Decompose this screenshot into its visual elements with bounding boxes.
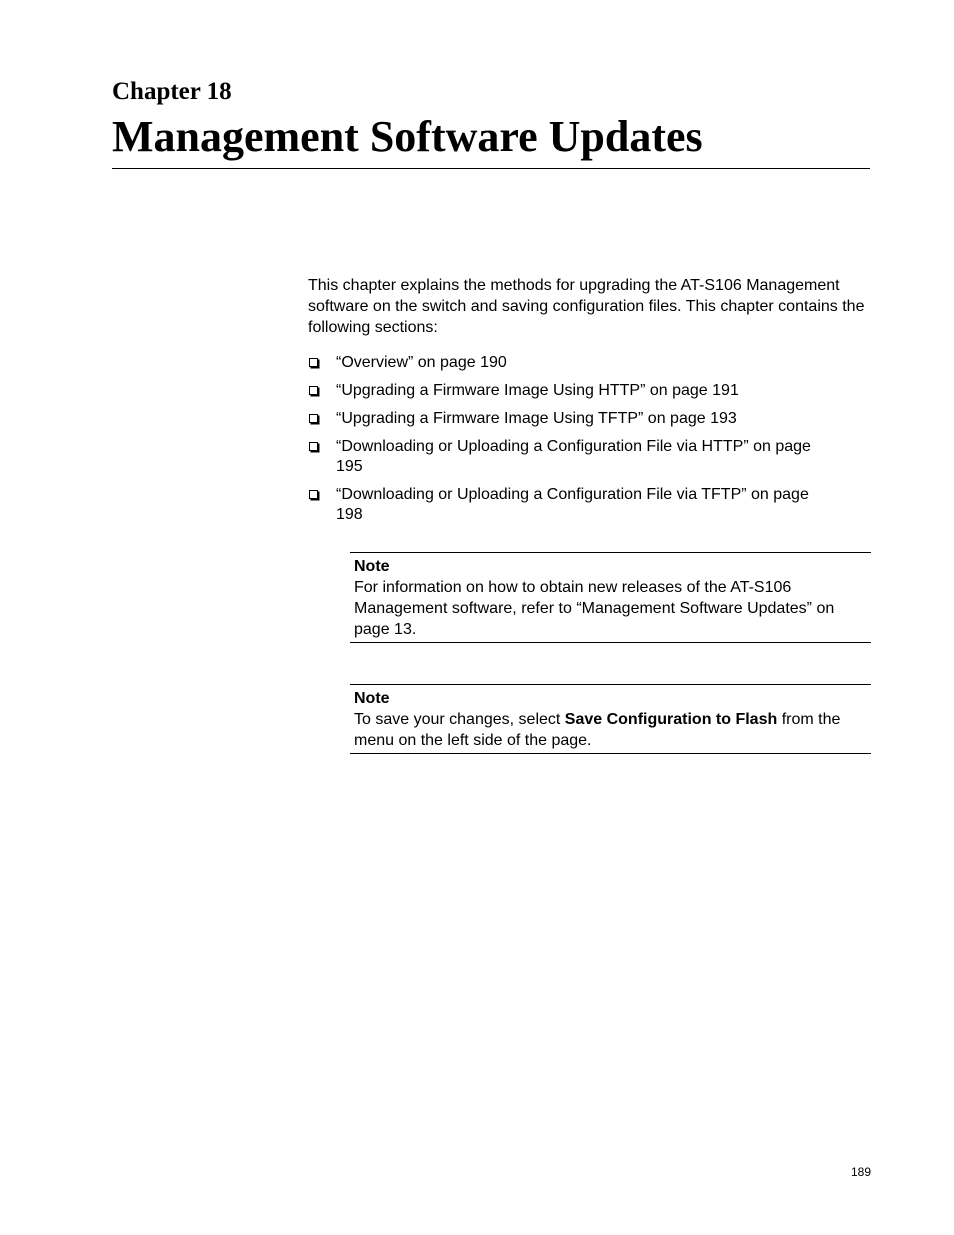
checkbox-bullet-icon — [309, 442, 318, 451]
section-list-item[interactable] — [308, 437, 838, 477]
page-number: 189 — [851, 1165, 872, 1179]
note-body — [354, 709, 871, 751]
checkbox-bullet-icon — [309, 414, 318, 423]
checkbox-bullet-icon — [309, 490, 318, 499]
note-box — [350, 684, 871, 754]
chapter-title: Management Software Updates — [112, 112, 703, 161]
section-list-item[interactable] — [308, 381, 838, 401]
section-list-item[interactable] — [308, 485, 838, 525]
note-body-text: To save your changes, select — [354, 711, 565, 728]
section-link[interactable]: “Overview” on page 190 — [336, 354, 507, 371]
checkbox-bullet-icon — [309, 386, 318, 395]
note-heading: Note — [354, 690, 390, 707]
section-link[interactable]: “Upgrading a Firmware Image Using HTTP” on page 191 — [336, 382, 739, 399]
note-heading: Note — [354, 558, 390, 575]
note-body-text: from the menu on the left side of the page. — [354, 711, 841, 749]
note-menu-command: Save Configuration to Flash — [564, 711, 778, 728]
intro-paragraph: This chapter explains the methods for upgrading the AT-S106 Management software on the switch and saving configuration files. This chapter contains the following sections: — [308, 277, 865, 336]
section-list-item[interactable] — [308, 409, 838, 429]
note-box — [350, 552, 871, 643]
section-link[interactable]: “Downloading or Uploading a Configuration File via HTTP” on page 195 — [336, 438, 811, 475]
note-body: For information on how to obtain new releases of the AT-S106 Management software, refer to “Management Software Updates” on page 13. — [354, 579, 835, 638]
section-list — [308, 353, 838, 533]
section-link[interactable]: “Upgrading a Firmware Image Using TFTP” on page 193 — [336, 410, 737, 427]
section-list-item[interactable] — [308, 353, 838, 373]
section-link[interactable]: “Downloading or Uploading a Configuration File via TFTP” on page 198 — [336, 486, 809, 523]
title-rule — [112, 168, 870, 169]
chapter-label: Chapter 18 — [112, 78, 232, 105]
checkbox-bullet-icon — [309, 358, 318, 367]
